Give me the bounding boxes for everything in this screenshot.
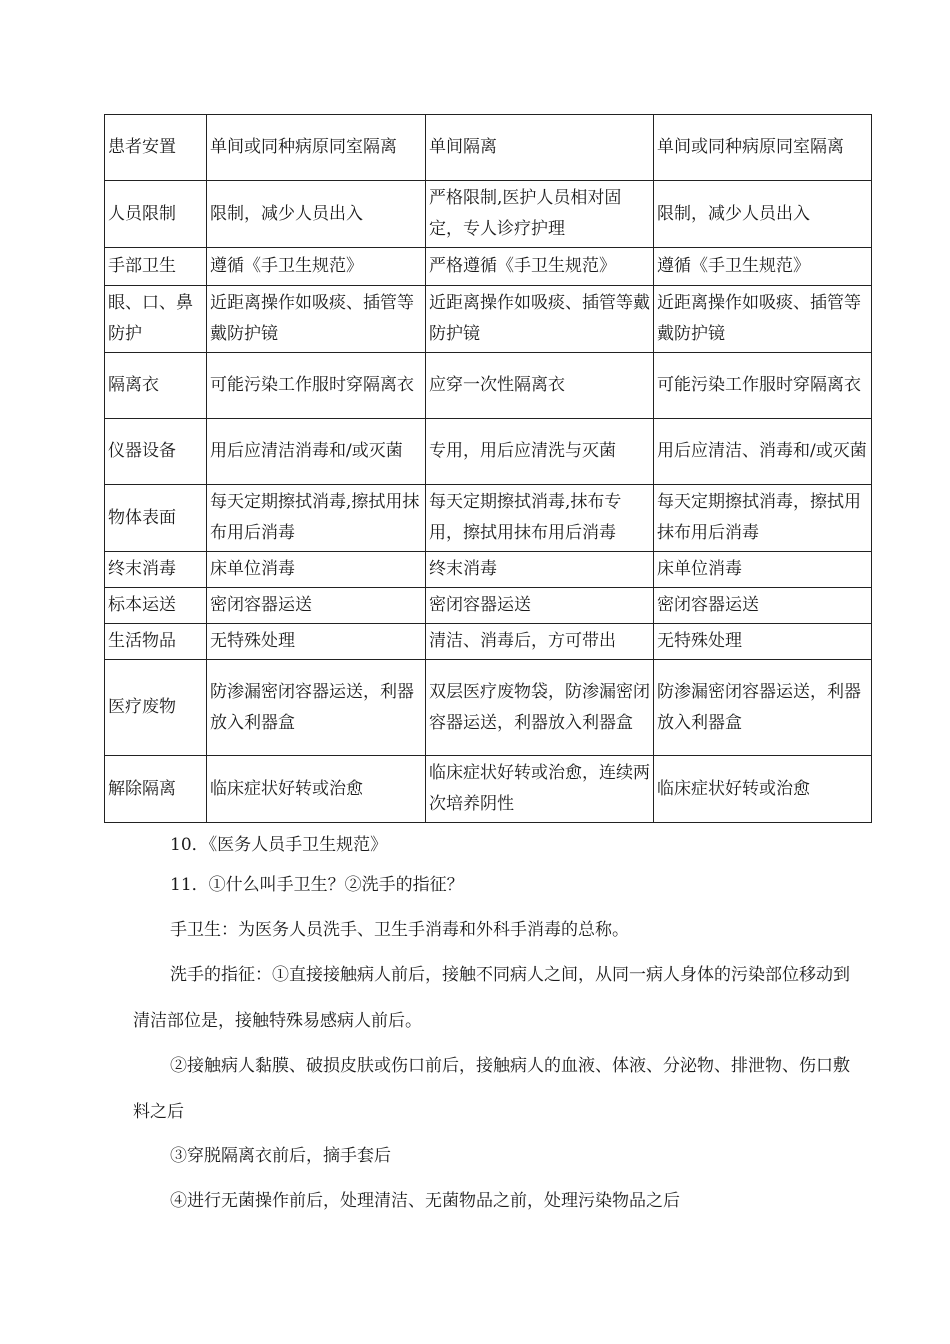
row-header-cell: 终末消毒 xyxy=(105,552,207,588)
isolation-measures-table xyxy=(104,114,872,823)
item-11 xyxy=(133,862,853,908)
table-row xyxy=(105,552,872,588)
table-row xyxy=(105,624,872,660)
table-cell: 严格限制,医护人员相对固定，专人诊疗护理 xyxy=(426,181,654,248)
table-row xyxy=(105,286,872,353)
table-row xyxy=(105,756,872,823)
row-header-cell: 患者安置 xyxy=(105,115,207,181)
table-row xyxy=(105,485,872,552)
table-cell: 密闭容器运送 xyxy=(207,588,426,624)
table-cell: 床单位消毒 xyxy=(654,552,872,588)
table-cell: 近距离操作如吸痰、插管等戴防护镜 xyxy=(426,286,654,353)
row-header-cell: 仪器设备 xyxy=(105,419,207,485)
table-body xyxy=(105,115,872,823)
table-cell: 临床症状好转或治愈，连续两次培养阴性 xyxy=(426,756,654,823)
row-header-cell: 眼、口、鼻防护 xyxy=(105,286,207,353)
table-cell: 用后应清洁、消毒和/或灭菌 xyxy=(654,419,872,485)
table-cell: 专用，用后应清洗与灭菌 xyxy=(426,419,654,485)
table-row xyxy=(105,660,872,756)
indication-3-text: ③穿脱隔离衣前后，摘手套后 xyxy=(170,1146,391,1166)
indication-4-text: ④进行无菌操作前后，处理清洁、无菌物品之前，处理污染物品之后 xyxy=(170,1191,680,1211)
table-cell: 密闭容器运送 xyxy=(654,588,872,624)
definition-text: 手卫生：为医务人员洗手、卫生手消毒和外科手消毒的总称。 xyxy=(170,920,629,940)
table-cell: 近距离操作如吸痰、插管等戴防护镜 xyxy=(654,286,872,353)
table-cell: 可能污染工作服时穿隔离衣 xyxy=(654,353,872,419)
item-10-text: 10．《医务人员手卫生规范》 xyxy=(170,835,388,855)
table-cell: 每天定期擦拭消毒,擦拭用抹布用后消毒 xyxy=(207,485,426,552)
table-cell: 清洁、消毒后，方可带出 xyxy=(426,624,654,660)
table-row xyxy=(105,248,872,286)
indication-1-text: 洗手的指征：①直接接触病人前后，接触不同病人之间，从同一病人身体的污染部位移动到清洁部位是，接触特殊易感病人前后。 xyxy=(133,965,850,1031)
table-cell: 用后应清洁消毒和/或灭菌 xyxy=(207,419,426,485)
table-cell: 遵循《手卫生规范》 xyxy=(207,248,426,286)
table-cell: 限制，减少人员出入 xyxy=(207,181,426,248)
table-cell: 无特殊处理 xyxy=(654,624,872,660)
table-cell: 单间或同种病原同室隔离 xyxy=(654,115,872,181)
table-row xyxy=(105,588,872,624)
row-header-cell: 手部卫生 xyxy=(105,248,207,286)
row-header-cell: 人员限制 xyxy=(105,181,207,248)
table-cell: 单间或同种病原同室隔离 xyxy=(207,115,426,181)
table-cell: 终末消毒 xyxy=(426,552,654,588)
table-cell: 每天定期擦拭消毒,抹布专用，擦拭用抹布用后消毒 xyxy=(426,485,654,552)
table-cell: 防渗漏密闭容器运送，利器放入利器盒 xyxy=(654,660,872,756)
table-cell: 限制，减少人员出入 xyxy=(654,181,872,248)
indication-4 xyxy=(133,1178,853,1224)
indication-2 xyxy=(133,1043,853,1135)
table-cell: 双层医疗废物袋，防渗漏密闭容器运送，利器放入利器盒 xyxy=(426,660,654,756)
row-header-cell: 医疗废物 xyxy=(105,660,207,756)
table-cell: 床单位消毒 xyxy=(207,552,426,588)
table-cell: 可能污染工作服时穿隔离衣 xyxy=(207,353,426,419)
item-11-text: 11．①什么叫手卫生？②洗手的指征？ xyxy=(170,875,464,895)
table-cell: 单间隔离 xyxy=(426,115,654,181)
table-cell: 近距离操作如吸痰、插管等戴防护镜 xyxy=(207,286,426,353)
table-cell: 严格遵循《手卫生规范》 xyxy=(426,248,654,286)
table-cell: 无特殊处理 xyxy=(207,624,426,660)
table-cell: 临床症状好转或治愈 xyxy=(654,756,872,823)
table-cell: 临床症状好转或治愈 xyxy=(207,756,426,823)
table-cell: 每天定期擦拭消毒，擦拭用抹布用后消毒 xyxy=(654,485,872,552)
table-cell: 遵循《手卫生规范》 xyxy=(654,248,872,286)
row-header-cell: 生活物品 xyxy=(105,624,207,660)
row-header-cell: 隔离衣 xyxy=(105,353,207,419)
row-header-cell: 标本运送 xyxy=(105,588,207,624)
indication-3 xyxy=(133,1133,853,1179)
indication-2-text: ②接触病人黏膜、破损皮肤或伤口前后，接触病人的血液、体液、分泌物、排泄物、伤口敷料之后 xyxy=(133,1056,850,1122)
table-row xyxy=(105,115,872,181)
row-header-cell: 物体表面 xyxy=(105,485,207,552)
hand-hygiene-definition xyxy=(133,907,853,953)
table-cell: 防渗漏密闭容器运送，利器放入利器盒 xyxy=(207,660,426,756)
table-cell: 应穿一次性隔离衣 xyxy=(426,353,654,419)
table-row xyxy=(105,181,872,248)
indication-1 xyxy=(133,952,853,1044)
table-cell: 密闭容器运送 xyxy=(426,588,654,624)
table-row xyxy=(105,419,872,485)
row-header-cell: 解除隔离 xyxy=(105,756,207,823)
table-row xyxy=(105,353,872,419)
